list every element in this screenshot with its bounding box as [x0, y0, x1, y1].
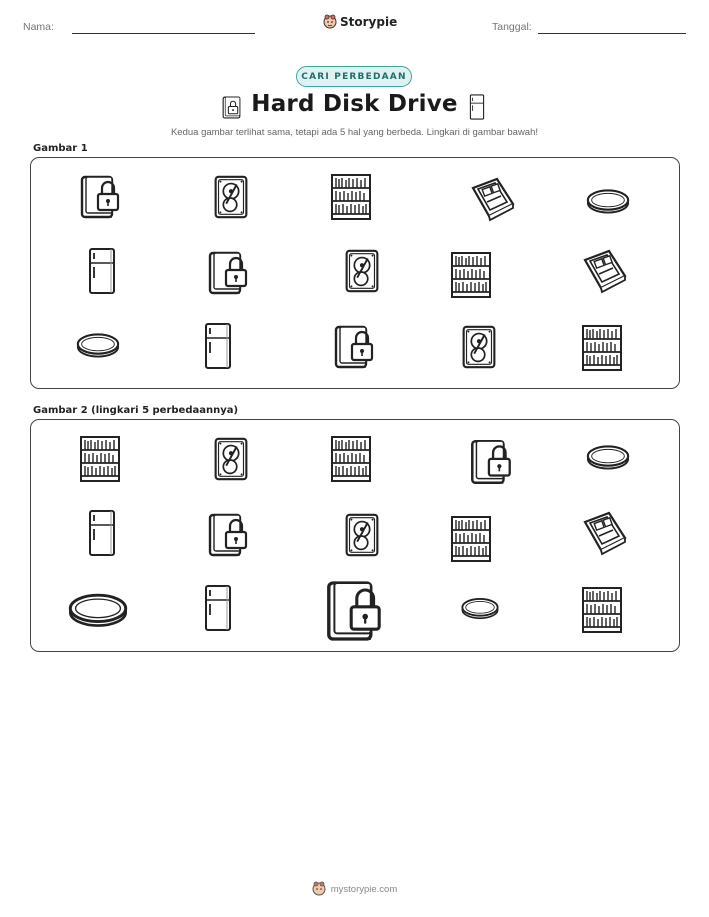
- footer: [0, 881, 709, 897]
- bookshelf-icon[interactable]: [577, 585, 627, 635]
- picture1-label: Gambar 1: [33, 143, 88, 154]
- picture2-label: Gambar 2 (lingkari 5 perbedaannya): [33, 405, 239, 416]
- tablet-book-icon[interactable]: [464, 174, 520, 224]
- padlock-book-icon[interactable]: [203, 510, 253, 560]
- padlock-book-icon[interactable]: [203, 248, 253, 298]
- padlock-book-icon[interactable]: [329, 322, 379, 372]
- picture2-panel[interactable]: [30, 419, 680, 652]
- bookshelf-icon[interactable]: [75, 434, 125, 484]
- hard-drive-icon[interactable]: [207, 434, 255, 484]
- date-line[interactable]: [538, 33, 686, 34]
- name-line[interactable]: [72, 33, 255, 34]
- name-label: Nama:: [23, 21, 54, 33]
- refrigerator-icon[interactable]: [81, 508, 123, 558]
- coin-disc-icon[interactable]: [74, 330, 122, 362]
- coin-disc-icon[interactable]: [584, 186, 632, 218]
- bookshelf-icon[interactable]: [446, 514, 496, 564]
- refrigerator-icon[interactable]: [81, 246, 123, 296]
- padlock-book-icon[interactable]: [75, 172, 125, 222]
- activity-badge: CARI PERBEDAAN: [296, 66, 412, 87]
- title-refrigerator-icon: [466, 93, 488, 121]
- footer-url[interactable]: mystorypie.com: [330, 883, 398, 895]
- coin-disc-icon[interactable]: [65, 588, 131, 634]
- refrigerator-icon[interactable]: [197, 321, 239, 371]
- hard-drive-icon[interactable]: [338, 510, 386, 560]
- padlock-book-icon[interactable]: [319, 576, 389, 646]
- coin-disc-icon[interactable]: [584, 442, 632, 474]
- bookshelf-icon[interactable]: [446, 250, 496, 300]
- tablet-book-icon[interactable]: [577, 246, 631, 296]
- hard-drive-icon[interactable]: [207, 172, 255, 222]
- storypie-mascot-icon: [323, 14, 337, 30]
- refrigerator-icon[interactable]: [197, 583, 239, 633]
- coin-disc-icon[interactable]: [459, 595, 501, 623]
- tablet-book-icon[interactable]: [577, 508, 631, 558]
- padlock-book-icon[interactable]: [465, 436, 517, 488]
- bookshelf-icon[interactable]: [326, 434, 376, 484]
- storypie-mascot-icon: [312, 881, 326, 897]
- picture1-panel[interactable]: [30, 157, 680, 389]
- hard-drive-icon[interactable]: [455, 322, 503, 372]
- bookshelf-icon[interactable]: [577, 323, 627, 373]
- bookshelf-icon[interactable]: [326, 172, 376, 222]
- page-title: Hard Disk Drive: [251, 91, 458, 117]
- instructions: Kedua gambar terlihat sama, tetapi ada 5 hal yang berbeda. Lingkari di gambar bawah!: [170, 127, 539, 138]
- brand-name: Storypie: [340, 15, 398, 29]
- hard-drive-icon[interactable]: [338, 246, 386, 296]
- brand-logo: [323, 14, 397, 30]
- date-label: Tanggal:: [492, 21, 532, 33]
